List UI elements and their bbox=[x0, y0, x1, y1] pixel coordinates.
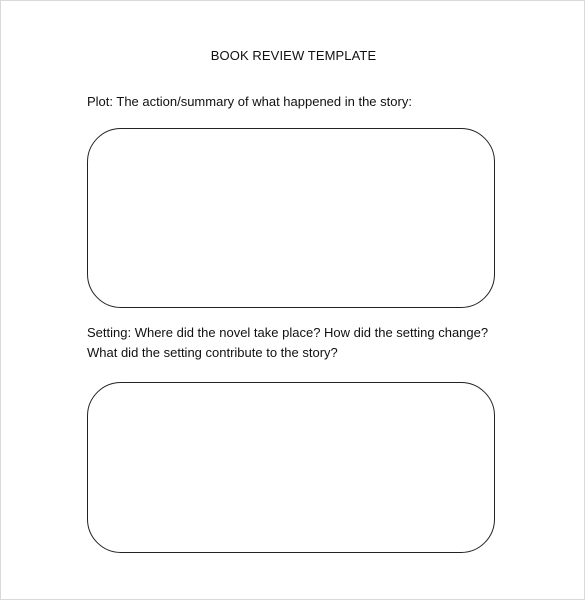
document-title: BOOK REVIEW TEMPLATE bbox=[210, 48, 377, 63]
plot-prompt: Plot: The action/summary of what happened in the story: bbox=[87, 94, 412, 109]
plot-answer-box[interactable] bbox=[87, 128, 495, 308]
setting-answer-box[interactable] bbox=[87, 382, 495, 553]
setting-prompt bbox=[87, 323, 527, 363]
setting-prompt-line-2: What did the setting contribute to the story? bbox=[87, 345, 338, 360]
setting-prompt-line-1: Setting: Where did the novel take place? How did the setting change? bbox=[87, 325, 489, 340]
